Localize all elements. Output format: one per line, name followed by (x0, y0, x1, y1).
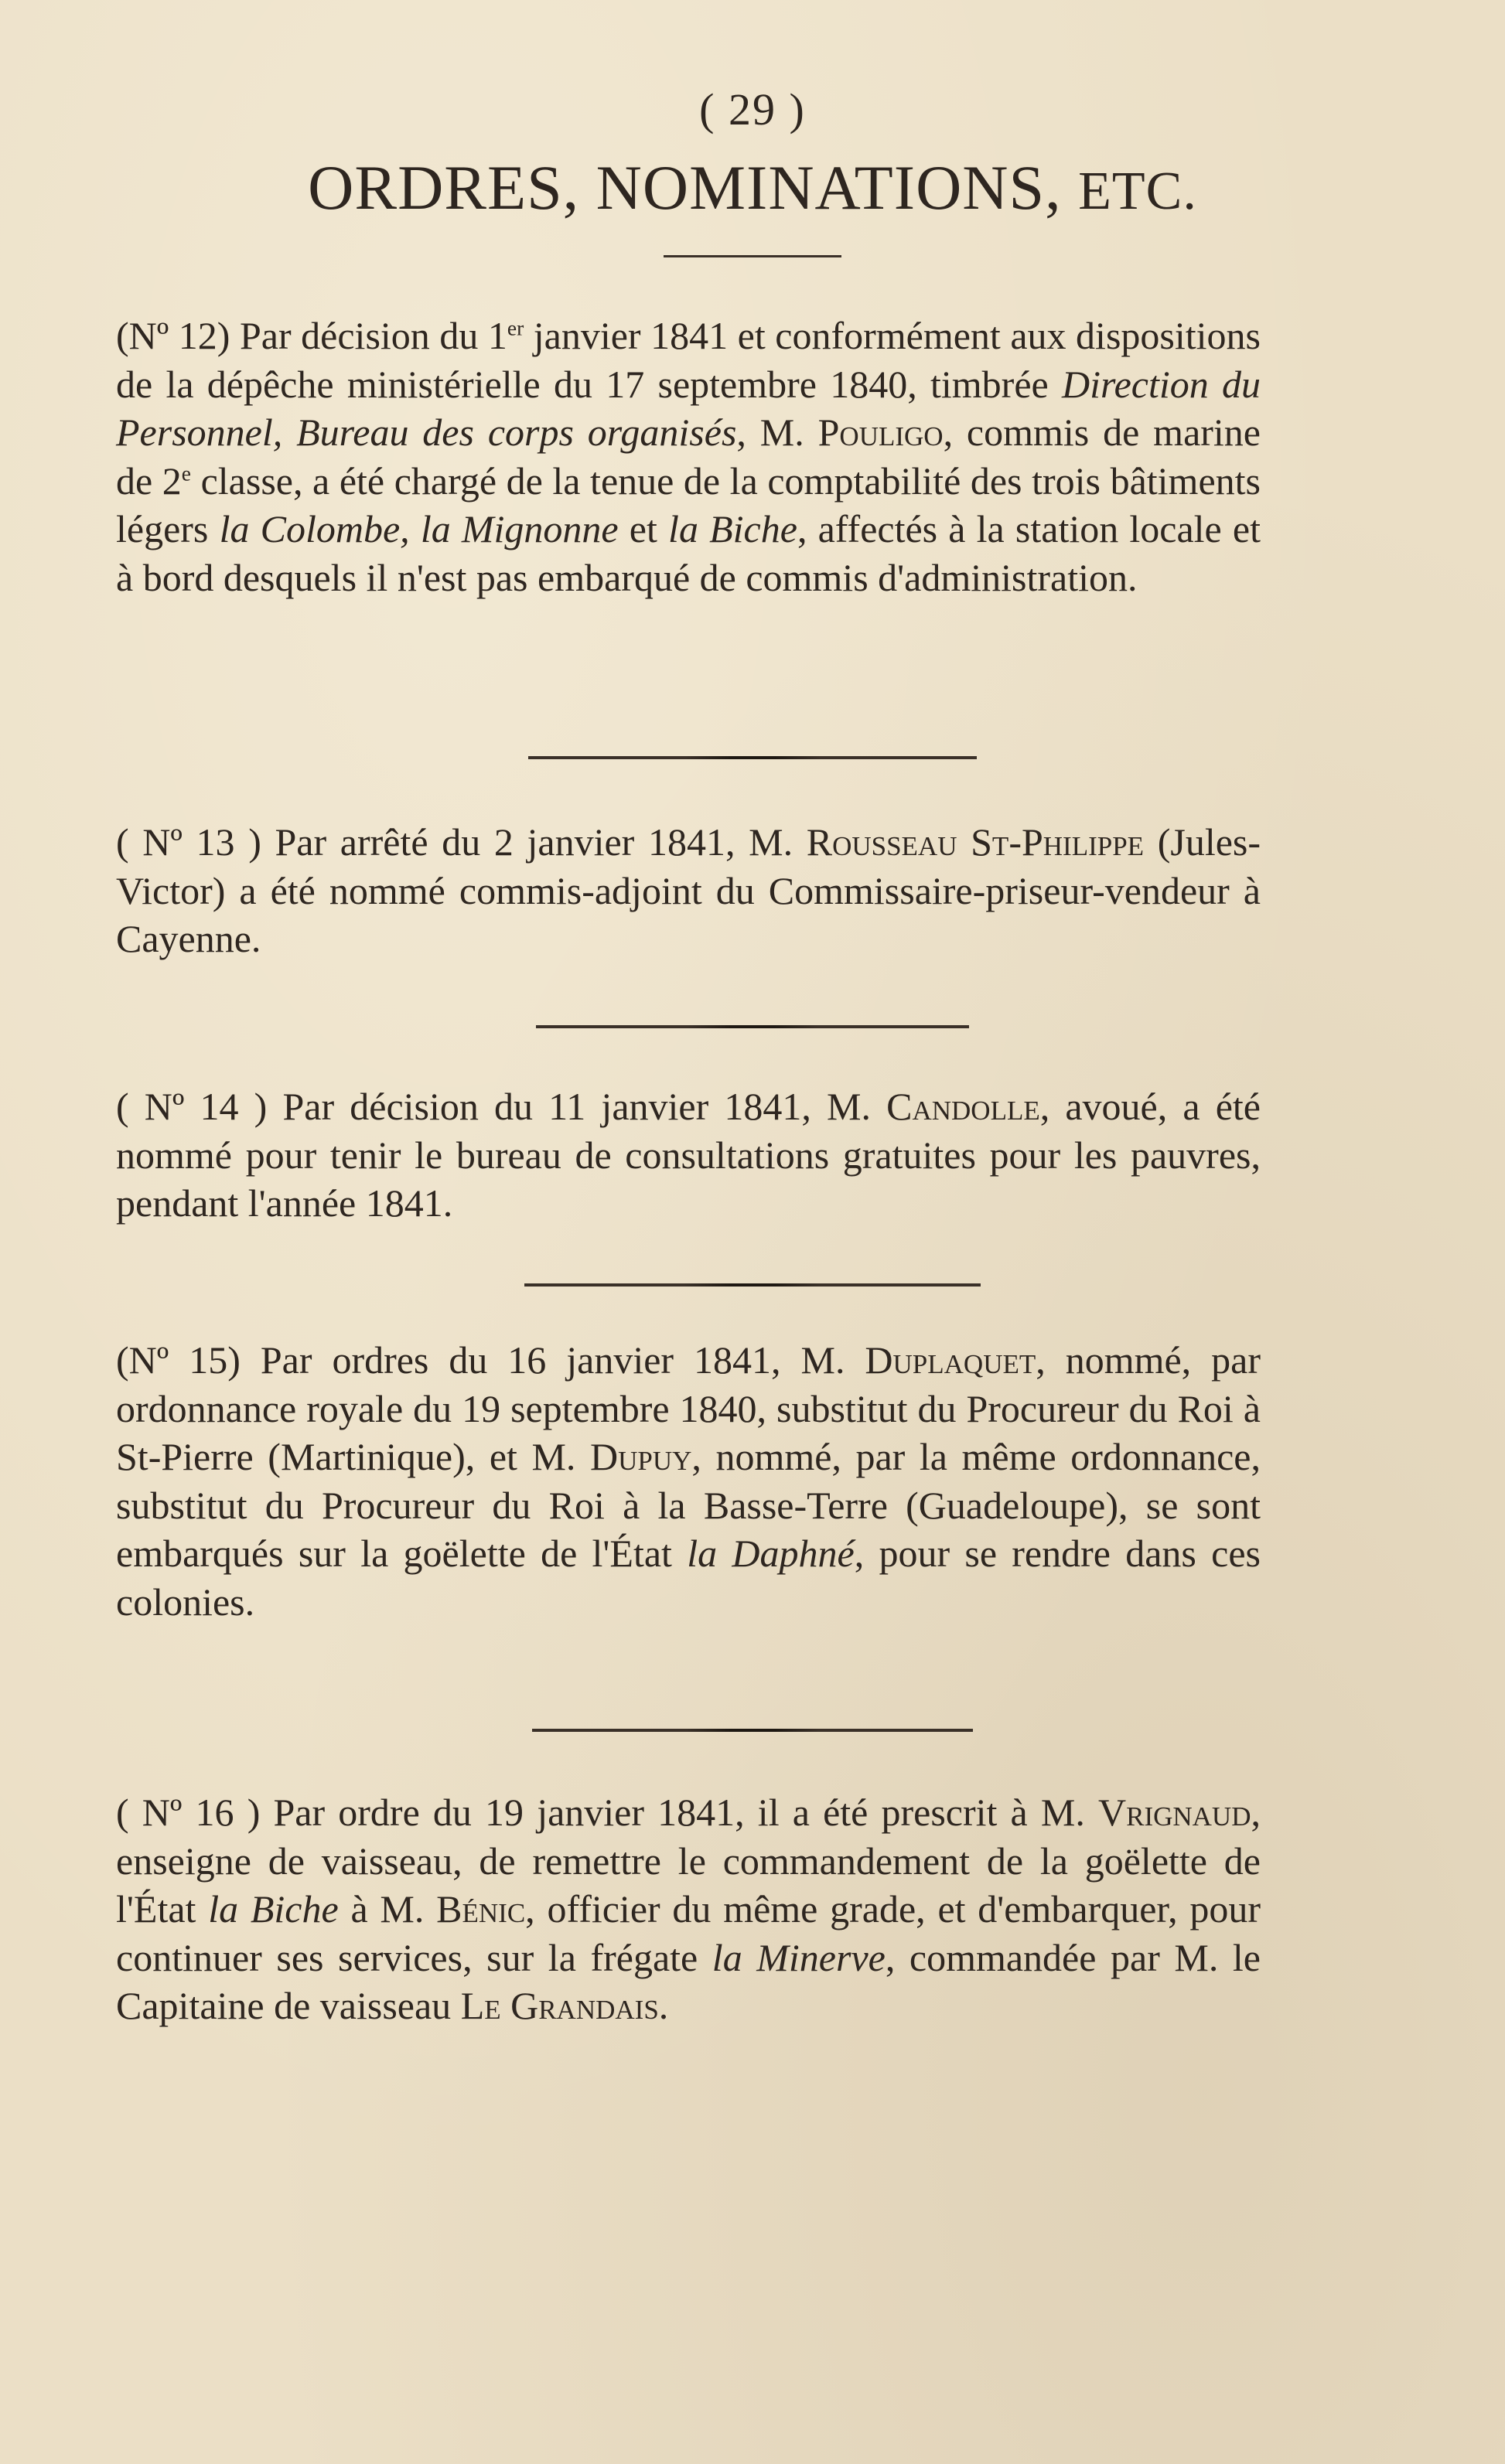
person-name: Vrignaud (1098, 1791, 1251, 1834)
entry-text: , affectés à la station locale et à bord desquels il n'est pas embarqué de commis d'administration. (116, 507, 1261, 599)
entry-13 (116, 818, 1261, 963)
page-title-main: ORDRES, NOMINATIONS, (308, 152, 1062, 223)
person-name: Rousseau St-Philippe (806, 820, 1145, 864)
entry-text: , avoué, a été nommé pour tenir le bureau de consultations gratuites pour les pauvres, pendant l'année 1841. (116, 1085, 1261, 1225)
title-rule (664, 255, 841, 257)
person-name: Pouligo (817, 411, 944, 454)
entry-text: , M. (736, 411, 818, 454)
entry-text: Par arrêté du 2 janvier 1841, M. (261, 820, 807, 864)
entry-14-text (116, 1082, 1261, 1228)
entry-text: , commandée par M. le Capitaine de vaisseau (116, 1935, 1261, 2027)
entry-text: , officier du même grade, et d'embarquer, pour continuer ses services, sur la frégate (116, 1887, 1261, 1979)
entry-number: (Nº 12) (116, 314, 230, 357)
page-number: ( 29 ) (699, 84, 806, 135)
entry-16 (116, 1788, 1261, 2030)
entry-text: Par ordre du 19 janvier 1841, il a été prescrit à M. (260, 1791, 1098, 1834)
entry-text: à M. (338, 1887, 437, 1931)
entry-number: ( Nº 13 ) (116, 820, 261, 864)
entry-text: , nommé, par la même ordonnance, substitut du Procureur du Roi à la Basse-Terre (Guadeloupe), se sont embarqués sur la goëlette de l'État (116, 1435, 1261, 1575)
entry-number: ( Nº 16 ) (116, 1791, 261, 1834)
entry-text: 1 (487, 314, 507, 357)
ship-name: la Daphné (687, 1532, 855, 1575)
entry-12 (116, 312, 1261, 602)
entry-16-text (116, 1788, 1261, 2030)
section-divider (536, 1025, 969, 1028)
entry-12-text (116, 312, 1261, 602)
entry-text: Par ordres du 16 janvier 1841, M. (240, 1338, 865, 1382)
entry-text: classe, a été chargé de la tenue de la comptabilité des trois bâtiments légers (116, 458, 1261, 550)
entry-13-text (116, 818, 1261, 963)
ship-name: la Minerve (712, 1935, 886, 1979)
entry-text: (Jules-Victor) a été nommé commis-adjoint du Commissaire-priseur-vendeur à Cayenne. (116, 820, 1261, 960)
entry-text: Par décision du 11 janvier 1841, M. (267, 1085, 887, 1128)
section-divider (532, 1729, 973, 1732)
section-divider (524, 1283, 981, 1287)
person-name: Dupuy (589, 1435, 692, 1478)
superscript: e (181, 460, 191, 485)
entry-text: . (658, 1984, 669, 2027)
entry-text: , enseigne de vaisseau, de remettre le commandement de la goëlette de l'État (116, 1791, 1261, 1931)
person-name: Duplaquet (865, 1338, 1036, 1382)
entry-text: , nommé, par ordonnance royale du 19 septembre 1840, substitut du Procureur du Roi à St-Pierre (Martinique), et M. (116, 1338, 1261, 1478)
entry-text: , pour se rendre dans ces colonies. (116, 1532, 1261, 1624)
italic-text: Direction du Personnel, Bureau des corps organisés (116, 362, 1261, 454)
superscript: er (507, 315, 524, 340)
entry-15 (116, 1336, 1261, 1626)
ship-name: la Colombe, la Mignonne (219, 507, 619, 550)
person-name: Candolle (886, 1085, 1040, 1128)
person-name: Bénic (436, 1887, 526, 1931)
entry-text: et (618, 507, 669, 550)
entry-text: , commis de marine de 2 (116, 411, 1261, 503)
person-name: Le Grandais (460, 1984, 659, 2027)
entry-15-text (116, 1336, 1261, 1626)
entry-number: (Nº 15) (116, 1338, 241, 1382)
entry-14 (116, 1082, 1261, 1228)
section-divider (528, 756, 977, 759)
entry-text: janvier 1841 et conformément aux dispositions de la dépêche ministérielle du 17 septembre 1840, timbrée (116, 314, 1261, 406)
entry-number: ( Nº 14 ) (116, 1085, 268, 1128)
entry-text: Par décision du (230, 314, 488, 357)
ship-name: la Biche (668, 507, 797, 550)
page-title-etc: ETC. (1078, 162, 1197, 221)
page-title (0, 152, 1505, 224)
ship-name: la Biche (208, 1887, 339, 1931)
